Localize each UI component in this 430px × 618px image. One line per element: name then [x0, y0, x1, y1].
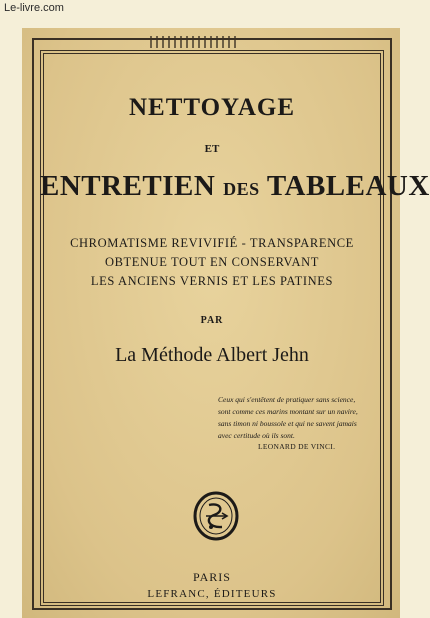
title-line-2 — [40, 170, 430, 203]
publisher-emblem-icon — [192, 490, 240, 542]
subtitle-line-3: LES ANCIENS VERNIS ET LES PATINES — [90, 274, 334, 288]
author-method: La Méthode Albert Jehn — [115, 344, 309, 366]
publisher-name: LEFRANC, ÉDITEURS — [147, 588, 277, 600]
title-word-entretien: ENTRETIEN — [40, 170, 216, 202]
publisher-city: PARIS — [193, 570, 231, 584]
title-line-1: NETTOYAGE — [128, 94, 295, 121]
title-word-tableaux: TABLEAUX — [266, 170, 430, 202]
epigraph-quote: Ceux qui s'entêtent de pratiquer sans science, sont comme ces marins montant sur un navire, sans timon ni boussole et qui ne savent jamais avec certitude où ils sont. — [218, 395, 358, 440]
title-conjunction: ET — [204, 143, 220, 155]
subtitle-line-2: OBTENUE TOUT EN CONSERVANT — [104, 255, 320, 269]
subtitle-line-1: CHROMATISME REVIVIFIÉ - TRANSPARENCE — [70, 236, 354, 250]
by-label: PAR — [200, 315, 224, 326]
title-word-des: DES — [223, 179, 260, 199]
frame-ornament — [150, 36, 240, 48]
watermark: Le-livre.com — [4, 2, 64, 14]
epigraph-author: LEONARD DE VINCI. — [258, 442, 336, 451]
